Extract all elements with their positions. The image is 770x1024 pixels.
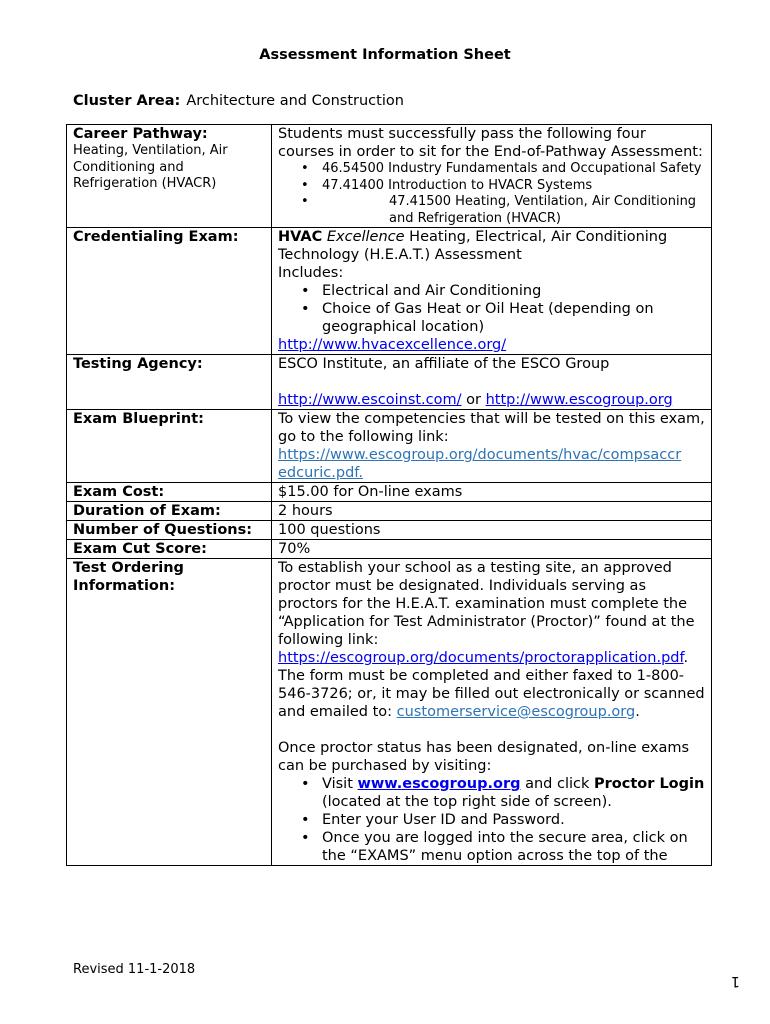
course-list	[278, 161, 706, 227]
row-exam-cost	[67, 483, 712, 502]
step-item: • Enter your User ID and Password.	[322, 811, 706, 829]
cost-value: $15.00 for On-line exams	[272, 483, 712, 502]
blueprint-text: To view the competencies that will be tested on this exam, go to the following link:	[278, 411, 705, 445]
cost-label: Exam Cost:	[67, 483, 272, 502]
career-value-cell	[272, 125, 712, 228]
row-credentialing-exam	[67, 228, 712, 355]
row-cut-score	[67, 540, 712, 559]
course-item: • 47.41500 Heating, Ventilation, Air Conditioning and Refrigeration (HVACR)	[322, 194, 706, 227]
credential-name	[278, 228, 706, 264]
escogroup-visit-link[interactable]: www.escogroup.org	[357, 776, 521, 792]
page-number: 1	[731, 973, 740, 989]
row-exam-blueprint	[67, 410, 712, 483]
ordering-value-cell	[272, 559, 712, 866]
questions-label: Number of Questions:	[67, 521, 272, 540]
proctor-application-link[interactable]: https://escogroup.org/documents/proctorapplication.pdf	[278, 650, 684, 666]
duration-value: 2 hours	[272, 502, 712, 521]
step1-bold: Proctor Login	[594, 776, 705, 792]
agency-links	[278, 391, 706, 409]
questions-value: 100 questions	[272, 521, 712, 540]
agency-value-cell	[272, 355, 712, 410]
ordering-p1	[278, 559, 706, 721]
step1-post: (located at the top right side of screen).	[322, 794, 612, 810]
row-questions	[67, 521, 712, 540]
revision-footer: Revised 11-1-2018	[73, 962, 196, 977]
cutscore-value: 70%	[272, 540, 712, 559]
agency-or: or	[466, 392, 481, 408]
cluster-value: Architecture and Construction	[186, 93, 404, 109]
customer-service-email[interactable]: customerservice@escogroup.org	[396, 704, 636, 720]
credential-label: Credentialing Exam:	[67, 228, 272, 355]
career-label: Career Pathway:	[73, 126, 208, 142]
document-title: Assessment Information Sheet	[259, 47, 511, 63]
blueprint-value-cell	[272, 410, 712, 483]
ordering-p1b: . The form must be completed and either faxed to 1-800-546-3726; or, it may be filled out electronically or scanned and emailed to:	[278, 650, 705, 720]
cutscore-label: Exam Cut Score:	[67, 540, 272, 559]
credential-includes: Includes:	[278, 265, 344, 281]
ordering-p2: Once proctor status has been designated, on-line exams can be purchased by visiting:	[278, 740, 690, 774]
credential-item: • Electrical and Air Conditioning	[322, 282, 706, 300]
course-item: • 47.41400 Introduction to HVACR Systems	[322, 178, 706, 195]
assessment-table	[66, 124, 712, 866]
cluster-label: Cluster Area:	[73, 93, 181, 109]
row-testing-agency	[67, 355, 712, 410]
ordering-steps	[278, 775, 706, 865]
credential-list	[278, 282, 706, 336]
hvac-excellence-link[interactable]: http://www.hvacexcellence.org/	[278, 337, 507, 353]
career-label-cell	[67, 125, 272, 228]
credential-italic: Excellence	[326, 229, 405, 245]
step1-mid: and click	[525, 776, 590, 792]
ordering-label: Test Ordering Information:	[67, 559, 272, 866]
step-item	[322, 775, 706, 811]
ordering-p1-text: To establish your school as a testing site, an approved proctor must be designated. Individuals serving as proctors for the H.E.A.T. examination must complete the “Application for Test Administrator (Proctor)” found at the following link:	[278, 560, 695, 648]
escoinst-link[interactable]: http://www.escoinst.com/	[278, 392, 462, 408]
blueprint-label: Exam Blueprint:	[67, 410, 272, 483]
credential-bold: HVAC	[278, 229, 323, 245]
step-item: • Once you are logged into the secure area, click on the “EXAMS” menu option across the top of the	[322, 829, 706, 865]
career-intro: Students must successfully pass the following four courses in order to sit for the End-of-Pathway Assessment:	[278, 126, 703, 160]
agency-label: Testing Agency:	[67, 355, 272, 410]
escogroup-link[interactable]: http://www.escogroup.org	[485, 392, 673, 408]
career-sub: Heating, Ventilation, Air Conditioning and Refrigeration (HVACR)	[73, 143, 228, 191]
row-duration	[67, 502, 712, 521]
step1-pre: Visit	[322, 776, 353, 792]
cluster-area	[73, 93, 404, 109]
credential-value-cell	[272, 228, 712, 355]
row-career-pathway	[67, 125, 712, 228]
duration-label: Duration of Exam:	[67, 502, 272, 521]
blueprint-link[interactable]: https://www.escogroup.org/documents/hvac/compsaccr edcuric.pdf.	[278, 447, 682, 481]
credential-rest: Heating, Electrical, Air Conditioning Technology (H.E.A.T.) Assessment	[278, 229, 668, 263]
row-test-ordering	[67, 559, 712, 866]
ordering-p1c: .	[635, 704, 640, 720]
credential-item: • Choice of Gas Heat or Oil Heat (depending on geographical location)	[322, 300, 706, 336]
agency-text: ESCO Institute, an affiliate of the ESCO Group	[278, 356, 610, 372]
course-item: • 46.54500 Industry Fundamentals and Occupational Safety	[322, 161, 706, 178]
